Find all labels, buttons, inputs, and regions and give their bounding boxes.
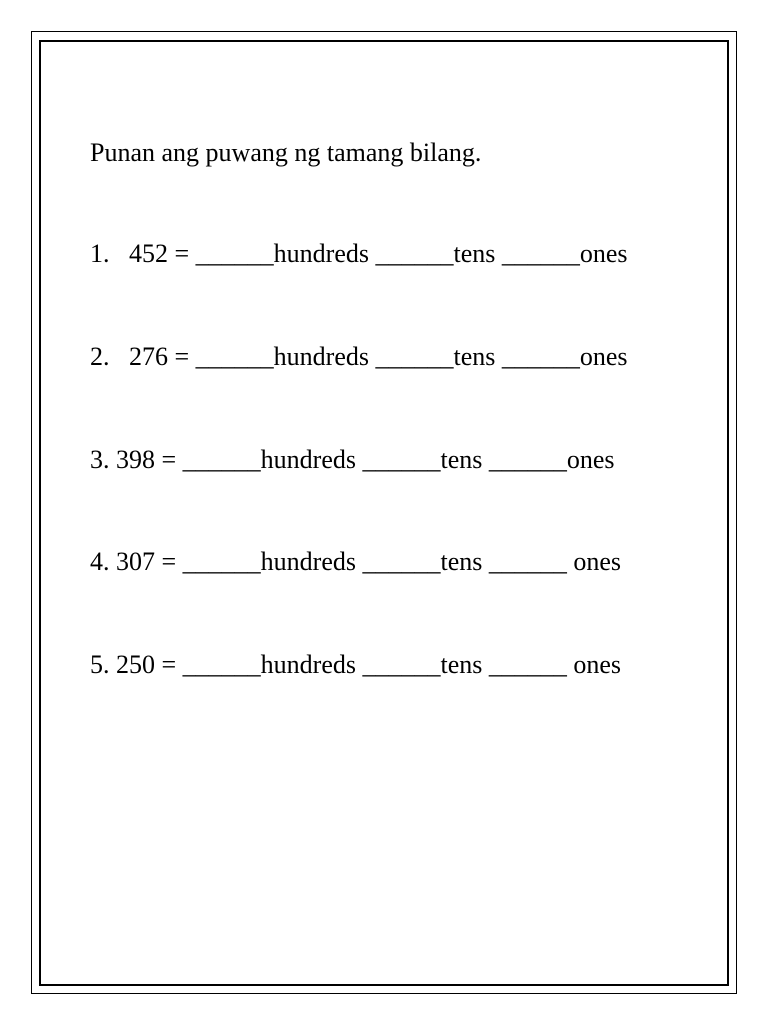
- worksheet-item-1: 1. 452 = ______hundreds ______tens ______ones: [90, 239, 628, 268]
- worksheet-instruction: Punan ang puwang ng tamang bilang.: [90, 138, 482, 167]
- worksheet-item-3: 3. 398 = ______hundreds ______tens ______ones: [90, 445, 615, 474]
- worksheet-item-5: 5. 250 = ______hundreds ______tens ______ ones: [90, 650, 622, 679]
- page-inner-border: [39, 40, 729, 986]
- worksheet-item-2: 2. 276 = ______hundreds ______tens ______ones: [90, 342, 628, 371]
- worksheet-item-4: 4. 307 = ______hundreds ______tens ______ ones: [90, 547, 622, 576]
